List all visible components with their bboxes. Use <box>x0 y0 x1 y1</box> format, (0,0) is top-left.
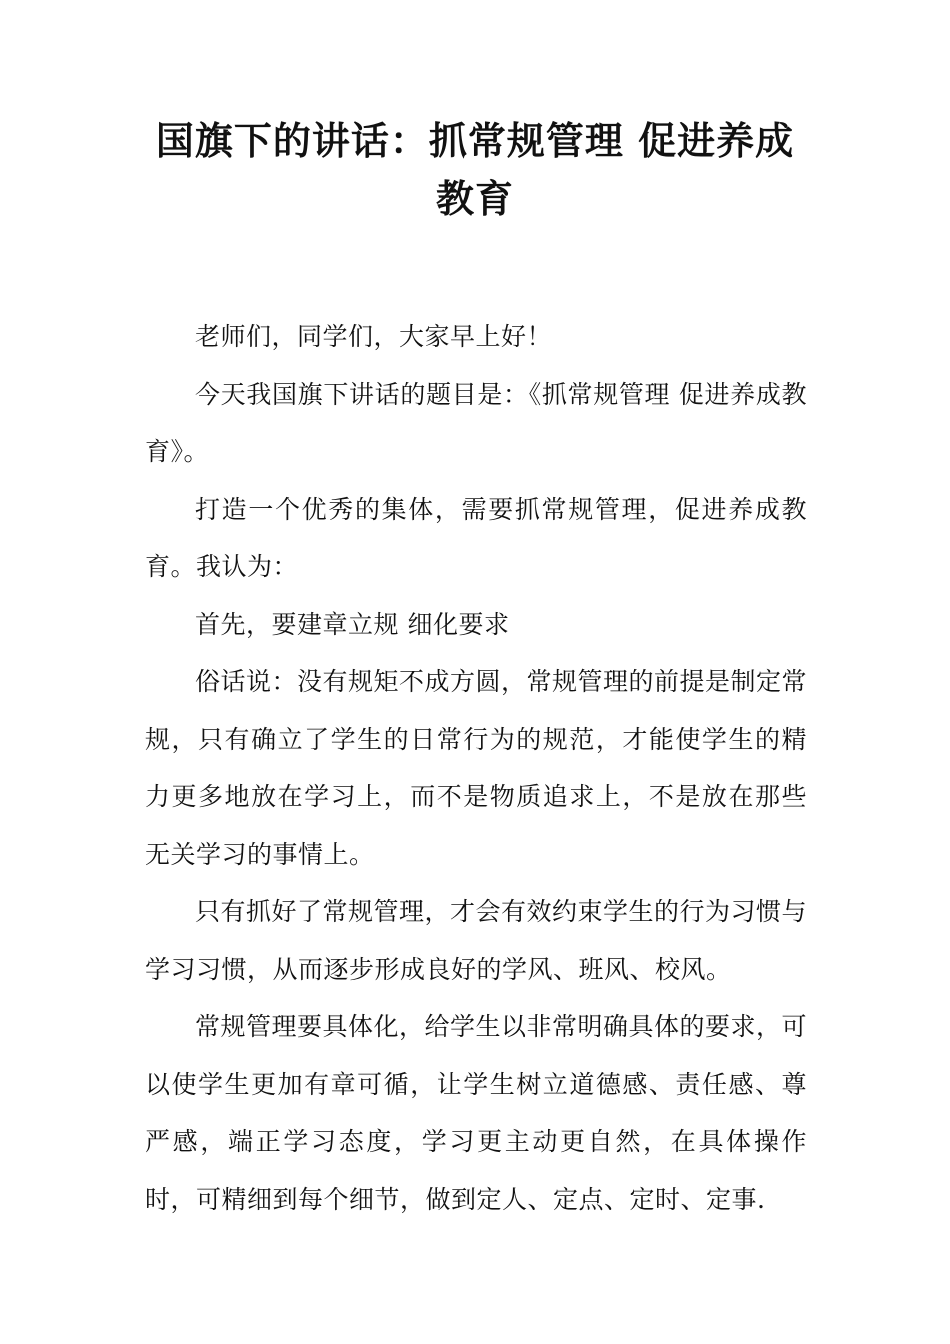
paragraph-specifics: 常规管理要具体化，给学生以非常明确具体的要求，可以使学生更加有章可循，让学生树立道德感、责任感、尊严感，端正学习态度，学习更主动更自然，在具体操作时，可精细到每个细节，做到定人、定点、定时、定事. <box>145 1012 808 1214</box>
paragraph-intro: 打造一个优秀的集体，需要抓常规管理，促进养成教育。我认为： <box>145 494 807 581</box>
paragraph-topic: 今天我国旗下讲话的题目是：《抓常规管理 促进养成教育》。 <box>145 379 807 466</box>
paragraph-habits: 只有抓好了常规管理，才会有效约束学生的行为习惯与学习习惯，从而逐步形成良好的学风、班风、校风。 <box>145 897 808 984</box>
paragraph-proverb: 俗话说：没有规矩不成方圆，常规管理的前提是制定常规，只有确立了学生的日常行为的规范，才能使学生的精力更多地放在学习上，而不是物质追求上，不是放在那些无关学习的事情上。 <box>145 667 808 869</box>
document-title: 国旗下的讲话：抓常规管理 促进养成教育 <box>155 119 795 221</box>
document-body <box>145 308 807 1228</box>
paragraph-first-point: 首先，要建章立规 细化要求 <box>195 609 510 639</box>
paragraph-greeting: 老师们，同学们，大家早上好！ <box>195 322 553 351</box>
